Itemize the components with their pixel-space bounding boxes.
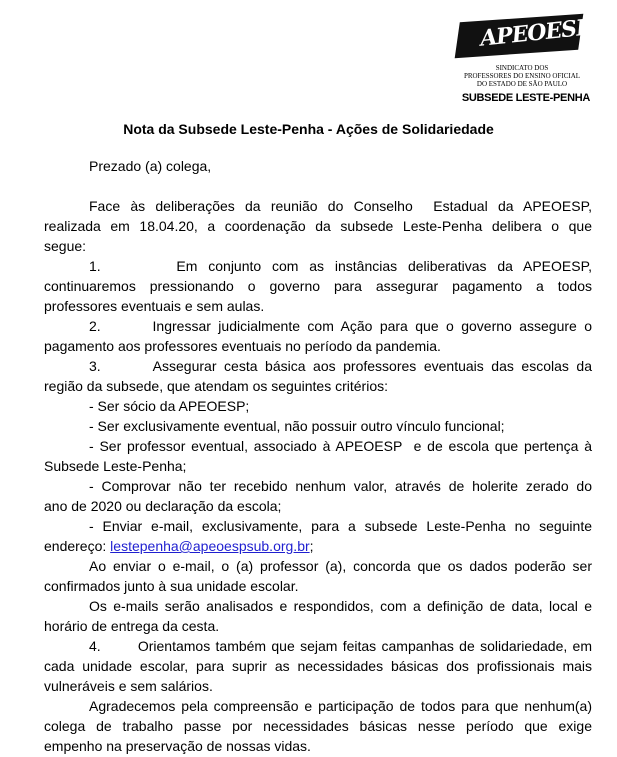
intro-line-2: realizada em 18.04.20, a coordenação da subsede Leste-Penha delibera o que	[44, 218, 592, 234]
criterion-2: - Ser exclusivamente eventual, não possuir outro vínculo funcional;	[89, 418, 505, 434]
item2-line-1: 2. Ingressar judicialmente com Ação para que o governo assegure o	[89, 318, 592, 334]
org-name: SINDICATO DOS PROFESSORES DO ENSINO OFICIAL DO ESTADO DE SÃO PAULO	[463, 64, 581, 88]
intro-line-1: Face às deliberações da reunião do Conselho Estadual da APEOESP,	[89, 198, 592, 214]
item2-line-2: pagamento aos professores eventuais no período da pandemia.	[44, 338, 441, 354]
closing-line-2: colega de trabalho passe por necessidades básicas nesse período que exige	[44, 718, 592, 734]
confirm-line-1: Ao enviar o e-mail, o (a) professor (a), concorda que os dados poderão ser	[89, 558, 592, 574]
document-title: Nota da Subsede Leste-Penha - Ações de Solidariedade	[123, 121, 494, 137]
closing-line-3: empenho na preservação de nossas vidas.	[44, 738, 311, 754]
analysis-line-1: Os e-mails serão analisados e respondidos, com a definição de data, local e	[89, 598, 592, 614]
item4-line-2: cada unidade escolar, para suprir as necessidades básicas dos profissionais mais	[44, 658, 592, 674]
criterion-3-line-1: - Ser professor eventual, associado à APEOESP e de escola que pertença à	[89, 438, 592, 454]
criterion-5-line-2: endereço: lestepenha@apeoespsub.org.br;	[44, 538, 314, 554]
email-link[interactable]: lestepenha@apeoespsub.org.br	[110, 538, 310, 554]
item3-line-1: 3. Assegurar cesta básica aos professores eventuais das escolas da	[89, 358, 592, 374]
criterion-5-line-1: - Enviar e-mail, exclusivamente, para a subsede Leste-Penha no seguinte	[89, 518, 592, 534]
closing-line-1: Agradecemos pela compreensão e participação de todos para que nenhum(a)	[89, 698, 592, 714]
subsede-label: SUBSEDE LESTE-PENHA	[461, 92, 590, 104]
item1-line-3: professores eventuais e sem aulas.	[44, 298, 265, 314]
item1-line-2: continuaremos pressionando o governo para assegurar pagamento a todos	[44, 278, 592, 294]
criterion-1: - Ser sócio da APEOESP;	[89, 398, 250, 414]
item3-line-2: região da subsede, que atendam os seguintes critérios:	[44, 378, 388, 394]
analysis-line-2: horário de entrega da cesta.	[44, 618, 220, 634]
criterion-4-line-1: - Comprovar não ter recebido nenhum valor, através de holerite zerado do	[89, 478, 592, 494]
item4-line-3: vulneráveis e sem salários.	[44, 678, 213, 694]
confirm-line-2: confirmados junto à sua unidade escolar.	[44, 578, 299, 594]
greeting: Prezado (a) colega,	[89, 158, 212, 174]
item1-line-1: 1. Em conjunto com as instâncias deliberativas da APEOESP,	[89, 258, 592, 274]
intro-line-3: segue:	[44, 238, 87, 254]
criterion-4-line-2: ano de 2020 ou declaração da escola;	[44, 498, 282, 514]
item4-line-1: 4. Orientamos também que sejam feitas campanhas de solidariedade, em	[89, 638, 592, 654]
logo-wordmark: APEOESP	[478, 14, 593, 52]
criterion-3-line-2: Subsede Leste-Penha;	[44, 458, 187, 474]
